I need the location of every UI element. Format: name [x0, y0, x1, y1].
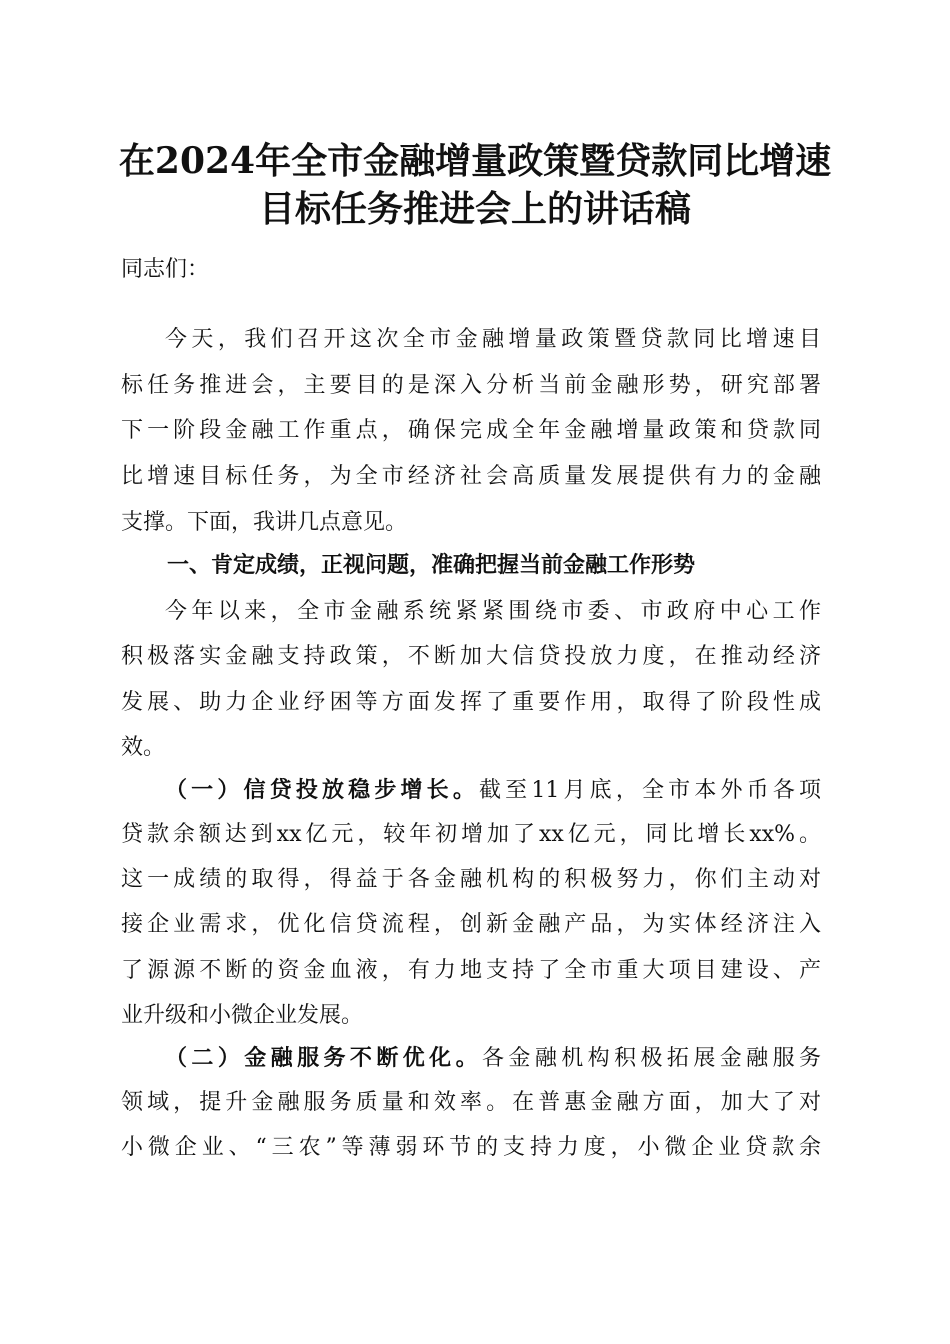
- section-1-heading: 一、肯定成绩，正视问题，准确把握当前金融工作形势: [167, 553, 696, 578]
- section-1-line-3: 发展、助力企业纾困等方面发挥了重要作用，取得了阶段性成: [121, 690, 821, 715]
- intro-line-3: 下一阶段金融工作重点，确保完成全年金融增量政策和贷款同: [121, 418, 821, 443]
- item-1-line-5: 了源源不断的资金血液，有力地支持了全市重大项目建设、产: [121, 958, 821, 983]
- intro-line-1: 今天，我们召开这次全市金融增量政策暨贷款同比增速目: [165, 327, 821, 352]
- intro-line-4: 比增速目标任务，为全市经济社会高质量发展提供有力的金融: [121, 464, 821, 489]
- item-2-line-1: [165, 1043, 821, 1074]
- item-1-line-2: 贷款余额达到xx亿元，较年初增加了xx亿元，同比增长xx%。: [121, 822, 821, 847]
- item-1-line-6: 业升级和小微企业发展。: [121, 1003, 364, 1028]
- document-title-line-1: 在2024年全市金融增量政策暨贷款同比增速: [118, 140, 832, 182]
- intro-line-5: 支撑。下面，我讲几点意见。: [121, 510, 408, 535]
- item-1-lead: （一）信贷投放稳步增长。: [165, 777, 479, 803]
- item-2-first-line-rest: 各金融机构积极拓展金融服务: [482, 1046, 821, 1071]
- section-1-line-2: 积极落实金融支持政策，不断加大信贷投放力度，在推动经济: [121, 644, 821, 669]
- item-1-first-line-rest: 截至11月底，全市本外币各项: [479, 778, 821, 803]
- item-1-line-3: 这一成绩的取得，得益于各金融机构的积极努力，你们主动对: [121, 867, 821, 892]
- item-1-line-1: [165, 775, 821, 806]
- item-1-line-4: 接企业需求，优化信贷流程，创新金融产品，为实体经济注入: [121, 912, 821, 937]
- salutation: 同志们：: [121, 257, 210, 282]
- item-2-line-3: 小微企业、“三农”等薄弱环节的支持力度，小微企业贷款余: [121, 1135, 821, 1160]
- section-1-line-4: 效。: [121, 735, 166, 760]
- section-1-line-1: 今年以来，全市金融系统紧紧围绕市委、市政府中心工作: [165, 599, 821, 624]
- item-2-lead: （二）金融服务不断优化。: [165, 1045, 482, 1071]
- item-2-line-2: 领域，提升金融服务质量和效率。在普惠金融方面，加大了对: [121, 1090, 821, 1115]
- intro-line-2: 标任务推进会，主要目的是深入分析当前金融形势，研究部署: [121, 373, 821, 398]
- document-title-line-2: 目标任务推进会上的讲话稿: [258, 188, 691, 230]
